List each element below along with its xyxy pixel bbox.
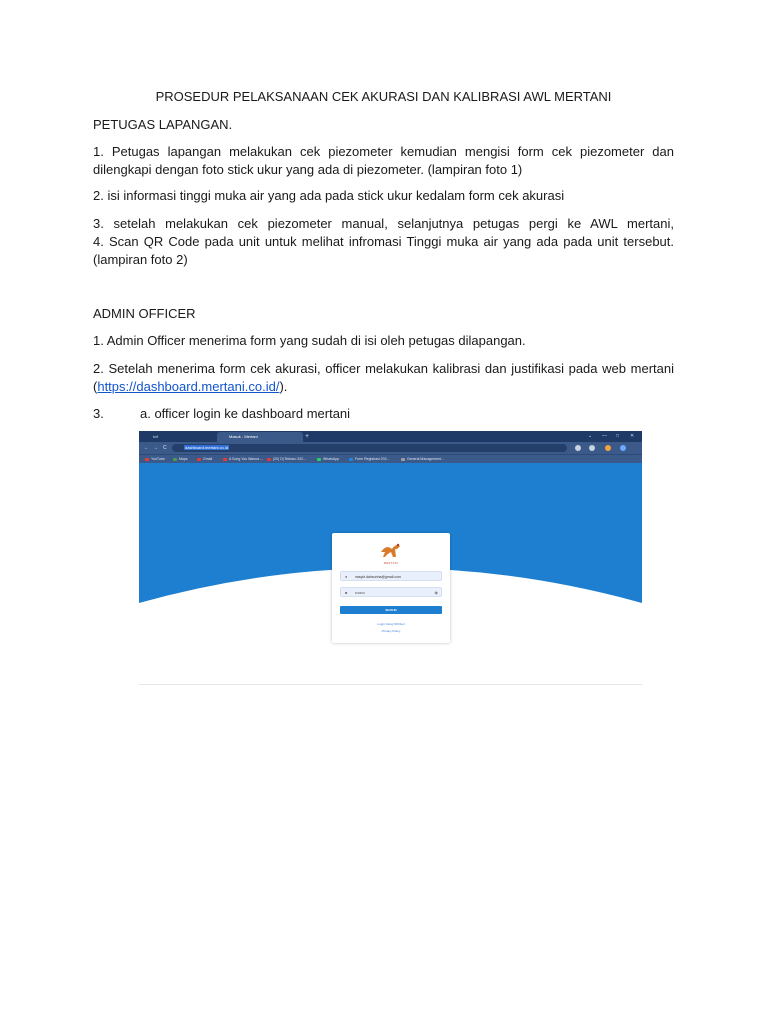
document-title: PROSEDUR PELAKSANAAN CEK AKURASI DAN KALIBRASI AWL MERTANI	[155, 89, 612, 104]
bookmark-favicon-icon	[145, 458, 149, 461]
password-value: ••••••••	[355, 591, 365, 595]
section-heading-petugas: PETUGAS LAPANGAN.	[93, 117, 233, 132]
bookmark-favicon-icon	[349, 458, 353, 461]
browser-tab-active[interactable]: Masuk - Mertani	[217, 432, 303, 442]
privacy-policy-link[interactable]: Privacy Policy	[381, 629, 401, 633]
petugas-step-1: 1. Petugas lapangan melakukan cek piezometer kemudian mengisi form cek piezometer dan dilengkapi dengan foto stick ukur yang ada di piezometer. (lampiran foto 1)	[93, 144, 674, 177]
admin-step-2-end: ).	[279, 379, 288, 394]
petugas-step-4: 4. Scan QR Code pada unit untuk melihat infromasi Tinggi muka air yang ada pada unit tersebut. (lampiran foto 2)	[93, 234, 674, 267]
minimize-icon[interactable]: —	[602, 433, 607, 439]
bookmark-favicon-icon	[317, 458, 321, 461]
browser-tab-bar	[139, 431, 642, 442]
login-card	[332, 533, 450, 643]
bookmark-favicon-icon	[267, 458, 271, 461]
lock-icon: ■	[345, 590, 348, 595]
bookmark-label: YouTube	[151, 457, 165, 461]
extension-icon[interactable]	[575, 445, 581, 451]
section-heading-admin: ADMIN OFFICER	[93, 306, 196, 321]
new-tab-icon[interactable]: +	[305, 433, 310, 440]
bookmark-label: General Management...	[407, 457, 444, 461]
bookmark-favicon-icon	[173, 458, 177, 461]
admin-step-3-number: 3.	[93, 406, 104, 421]
browser-address-bar	[139, 442, 642, 454]
reload-icon[interactable]: C	[163, 445, 167, 451]
bookmark-favicon-icon	[197, 458, 201, 461]
petugas-step-2: 2. isi informasi tinggi muka air yang ada pada stick ukur kedalam form cek akurasi	[93, 188, 565, 203]
admin-step-3-text: a. officer login ke dashboard mertani	[140, 406, 351, 421]
email-value: nasyid.dahsunha@gmail.com	[355, 575, 401, 579]
bookmark-label: Maps	[179, 457, 188, 461]
admin-step-1: 1. Admin Officer menerima form yang sudah di isi oleh petugas dilapangan.	[93, 333, 526, 348]
bookmark-label: Form Registrasi 202...	[355, 457, 390, 461]
browser-tab[interactable]: tcif	[153, 434, 159, 439]
password-input[interactable]	[340, 587, 442, 597]
back-icon[interactable]: ←	[144, 445, 149, 451]
login-page	[139, 463, 642, 684]
profile-avatar-icon[interactable]	[620, 445, 626, 451]
bookmark-label: (20) Dj Terbaru 202...	[273, 457, 307, 461]
bookmark-label: A Song You Wanna ...	[229, 457, 263, 461]
url-input[interactable]	[172, 444, 567, 452]
login-screenshot	[139, 431, 642, 685]
url-host: dashboard.mertani.co.id	[185, 445, 228, 450]
admin-step-2	[93, 360, 674, 396]
bookmark-favicon-icon	[223, 458, 227, 461]
petugas-step-3: 3. setelah melakukan cek piezometer manual, selanjutnya petugas pergi ke AWL mertani,	[93, 216, 674, 231]
mertani-logo-icon	[378, 540, 402, 560]
brand-text: MERTANI	[383, 562, 399, 565]
bookmark-label: Gmail	[203, 457, 213, 461]
extension-icon[interactable]	[589, 445, 595, 451]
dashboard-link[interactable]: https://dashboard.mertani.co.id/	[97, 379, 280, 394]
user-icon: ●	[345, 574, 348, 579]
extension-icon[interactable]	[605, 445, 611, 451]
tab-search-icon[interactable]: ⌄	[588, 433, 593, 439]
bookmark-label: WhatsApp	[323, 457, 340, 461]
close-icon[interactable]: ✕	[630, 433, 635, 439]
maximize-icon[interactable]: □	[616, 433, 620, 439]
admin-step-2-text: 2. Setelah menerima form cek akurasi, officer melakukan kalibrasi dan justifikasi pada web mertani (	[93, 361, 674, 394]
email-input[interactable]	[340, 571, 442, 581]
eye-icon[interactable]: ◉	[434, 590, 438, 595]
signin-button[interactable]: SIGN IN	[340, 606, 442, 614]
bookmark-favicon-icon	[401, 458, 405, 461]
login-nik-link[interactable]: Login Using NIK/Gol	[377, 622, 405, 626]
forward-icon[interactable]: →	[153, 445, 158, 451]
